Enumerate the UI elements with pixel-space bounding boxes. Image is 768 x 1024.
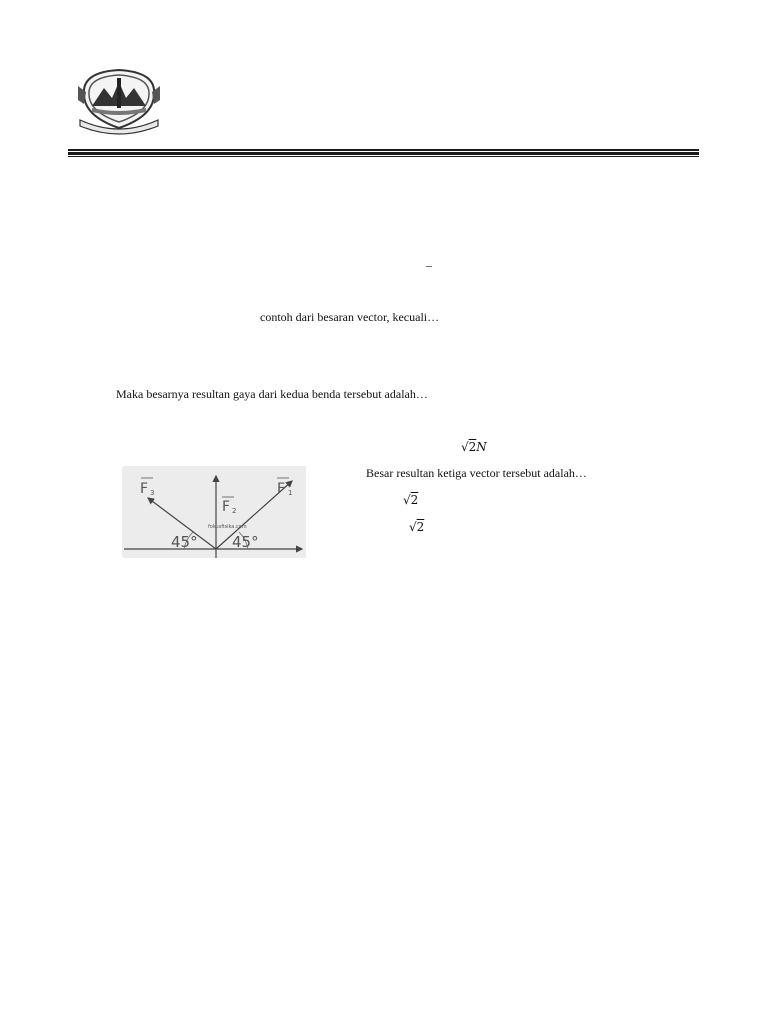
question-resultant-two: Maka besarnya resultan gaya dari kedua benda tersebut adalah… [116, 387, 428, 401]
label-f2-letter: F [222, 499, 231, 515]
angle-right-label: 45° [232, 533, 259, 551]
question-vector-example: contoh dari besaran vector, kecuali… [260, 310, 440, 324]
label-f2 [222, 497, 236, 515]
vector-diagram [122, 466, 306, 558]
unit-newton: N [476, 440, 487, 454]
divider-line [68, 156, 699, 157]
label-f1-letter: F [277, 481, 286, 497]
label-f3-letter: F [140, 481, 149, 497]
label-f3 [140, 478, 154, 497]
option-sqrt2-newton [461, 440, 487, 454]
sqrt-radicand: 2 [410, 493, 419, 507]
sqrt-symbol: √ [403, 493, 411, 507]
label-f1-sub: 1 [288, 489, 293, 497]
header-divider [68, 149, 699, 158]
regional-crest-logo [78, 64, 160, 136]
sqrt-symbol: √ [461, 440, 469, 454]
divider-line [68, 149, 699, 151]
divider-line [68, 152, 699, 155]
question-resultant-three: Besar resultan ketiga vector tersebut adalah… [366, 466, 587, 480]
option-sqrt2-a [403, 493, 418, 507]
vector-diagram-svg [122, 466, 306, 558]
figure-watermark: fokusfisika.com [208, 524, 247, 530]
sqrt-radicand: 2 [416, 520, 425, 534]
dash-mark: – [426, 258, 432, 272]
label-f1 [277, 478, 292, 497]
angle-left-label: 45° [171, 533, 198, 551]
label-f2-sub: 2 [232, 507, 237, 515]
regional-crest-icon [78, 64, 160, 136]
label-f3-sub: 3 [150, 489, 155, 497]
sqrt-symbol: √ [409, 520, 417, 534]
sqrt-radicand: 2 [468, 440, 477, 454]
option-sqrt2-b [409, 520, 424, 534]
